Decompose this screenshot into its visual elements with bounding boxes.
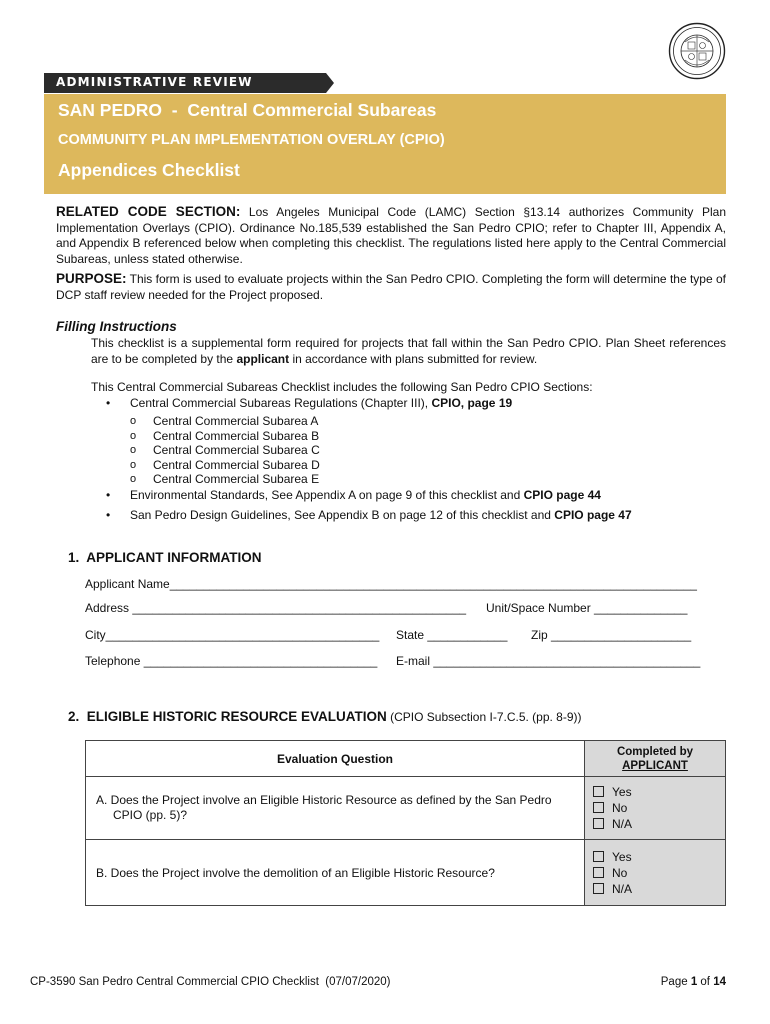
purpose-text: This form is used to evaluate projects within the San Pedro CPIO. Completing the form will determine the type of DCP staff review needed for the Project proposed. xyxy=(56,272,726,302)
question-text: A. Does the Project involve an Eligible Historic Resource as defined by the San Pedro CPIO (pp. 5)? xyxy=(96,793,552,822)
option-yes[interactable] xyxy=(593,784,724,800)
city-field[interactable]: City_________________________________________ xyxy=(85,628,380,642)
filling-text-bold: applicant xyxy=(236,351,290,366)
applicant-label: APPLICANT xyxy=(622,759,688,772)
checkbox-icon[interactable] xyxy=(593,851,604,862)
email-field[interactable]: E-mail ________________________________________ xyxy=(396,654,701,668)
includes-intro: This Central Commercial Subareas Checklist includes the following San Pedro CPIO Sections: xyxy=(91,380,593,394)
completed-column-header xyxy=(585,741,726,777)
checkbox-icon[interactable] xyxy=(593,818,604,829)
checkbox-icon[interactable] xyxy=(593,786,604,797)
page-number xyxy=(661,976,726,988)
checkbox-icon[interactable] xyxy=(593,867,604,878)
list-item xyxy=(130,396,512,411)
option-label: N/A xyxy=(612,817,633,831)
page-subtitle: COMMUNITY PLAN IMPLEMENTATION OVERLAY (CPIO) xyxy=(58,132,445,148)
list-item-bold: CPIO page 44 xyxy=(523,488,601,502)
subarea-item: Central Commercial Subarea C xyxy=(153,443,320,457)
list-item xyxy=(130,488,601,503)
filling-instructions-heading: Filling Instructions xyxy=(56,319,177,334)
answer-cell xyxy=(585,777,726,840)
section-title: 2. ELIGIBLE HISTORIC RESOURCE EVALUATION xyxy=(68,709,387,724)
applicant-name-field[interactable]: Applicant Name_______________________________________________________________________________ xyxy=(85,577,697,591)
unit-field[interactable]: Unit/Space Number ______________ xyxy=(486,601,688,615)
related-code-section xyxy=(56,204,726,267)
option-label: Yes xyxy=(612,785,632,799)
completed-label: Completed by xyxy=(616,745,694,758)
state-field[interactable]: State ____________ xyxy=(396,628,508,642)
city-seal-icon xyxy=(668,22,726,80)
purpose-label: PURPOSE: xyxy=(56,271,127,286)
table-header-row xyxy=(86,741,726,777)
telephone-field[interactable]: Telephone ___________________________________ xyxy=(85,654,378,668)
list-item-text: San Pedro Design Guidelines, See Appendix B on page 12 of this checklist and xyxy=(130,508,555,522)
subarea-item: Central Commercial Subarea D xyxy=(153,457,320,472)
historic-resource-heading xyxy=(68,709,582,724)
option-label: Yes xyxy=(612,849,632,864)
option-label: No xyxy=(612,801,628,815)
subarea-item: Central Commercial Subarea A xyxy=(153,414,319,428)
checkbox-icon[interactable] xyxy=(593,883,604,894)
table-row xyxy=(86,777,726,840)
page-prefix: Page xyxy=(660,976,691,988)
sub-bullet-icon: o xyxy=(130,473,137,485)
section-reference: (CPIO Subsection I-7.C.5. (pp. 8-9)) xyxy=(386,710,582,724)
current-page: 1 xyxy=(690,976,698,988)
bullet-icon: • xyxy=(106,508,111,522)
sub-bullet-icon: o xyxy=(130,429,137,442)
document-type: Appendices Checklist xyxy=(58,160,240,180)
list-item xyxy=(130,508,632,523)
subarea-item: Central Commercial Subarea E xyxy=(153,472,320,486)
question-b xyxy=(86,840,585,906)
option-na[interactable] xyxy=(593,816,724,832)
sub-bullet-icon: o xyxy=(130,415,137,427)
bullet-icon: • xyxy=(106,488,111,502)
zip-field[interactable]: Zip _____________________ xyxy=(531,628,692,642)
subarea-item: Central Commercial Subarea B xyxy=(153,428,320,443)
option-na[interactable] xyxy=(593,881,724,897)
footer-form-id: CP-3590 San Pedro Central Commercial CPIO Checklist (07/07/2020) xyxy=(30,976,391,988)
total-pages: 14 xyxy=(713,976,726,988)
table-row xyxy=(86,840,726,906)
option-no[interactable] xyxy=(593,800,724,816)
sub-bullet-icon: o xyxy=(130,458,137,471)
filling-text-part: in accordance with plans submitted for review. xyxy=(289,351,538,366)
question-text: B. Does the Project involve the demolition of an Eligible Historic Resource? xyxy=(96,865,495,880)
list-item-text: Environmental Standards, See Appendix A on page 9 of this checklist and xyxy=(130,488,524,502)
related-text: Los Angeles Municipal Code (LAMC) Section §13.14 authorizes Community Plan Implementation Overlays (CPIO). Ordinance No.185,539 established the San Pedro CPIO; refer to Chapter III, Appendix A, and Appendix B referenced below when completing this checklist. The regulations listed here apply to the Central Commercial Subareas, unless stated otherwise. xyxy=(56,205,726,266)
purpose-section xyxy=(56,271,726,303)
evaluation-table xyxy=(85,740,726,906)
option-label: N/A xyxy=(612,881,633,896)
list-item-text: Central Commercial Subareas Regulations (Chapter III), xyxy=(130,396,432,410)
option-no[interactable] xyxy=(593,865,724,881)
list-item-bold: CPIO page 47 xyxy=(554,508,632,522)
checkbox-icon[interactable] xyxy=(593,802,604,813)
address-field[interactable]: Address __________________________________________________ xyxy=(85,601,467,615)
option-label: No xyxy=(612,865,628,880)
filling-text-part: This checklist is a supplemental form required for projects that fall within the San Pedro CPIO. Plan Sheet references are to be completed by the xyxy=(91,336,726,366)
question-a xyxy=(86,777,585,840)
applicant-info-heading: 1. APPLICANT INFORMATION xyxy=(68,550,262,565)
answer-cell xyxy=(585,840,726,906)
option-yes[interactable] xyxy=(593,849,724,865)
filling-instructions-text xyxy=(91,336,726,367)
admin-review-label: ADMINISTRATIVE REVIEW xyxy=(56,75,253,89)
sub-bullet-icon: o xyxy=(130,444,137,456)
list-item-bold: CPIO, page 19 xyxy=(431,396,513,410)
bullet-icon: • xyxy=(106,396,111,410)
related-label: RELATED CODE SECTION: xyxy=(56,204,241,219)
page-title: SAN PEDRO - Central Commercial Subareas xyxy=(58,100,437,120)
page-of: of xyxy=(697,976,714,988)
question-column-header: Evaluation Question xyxy=(86,741,585,777)
